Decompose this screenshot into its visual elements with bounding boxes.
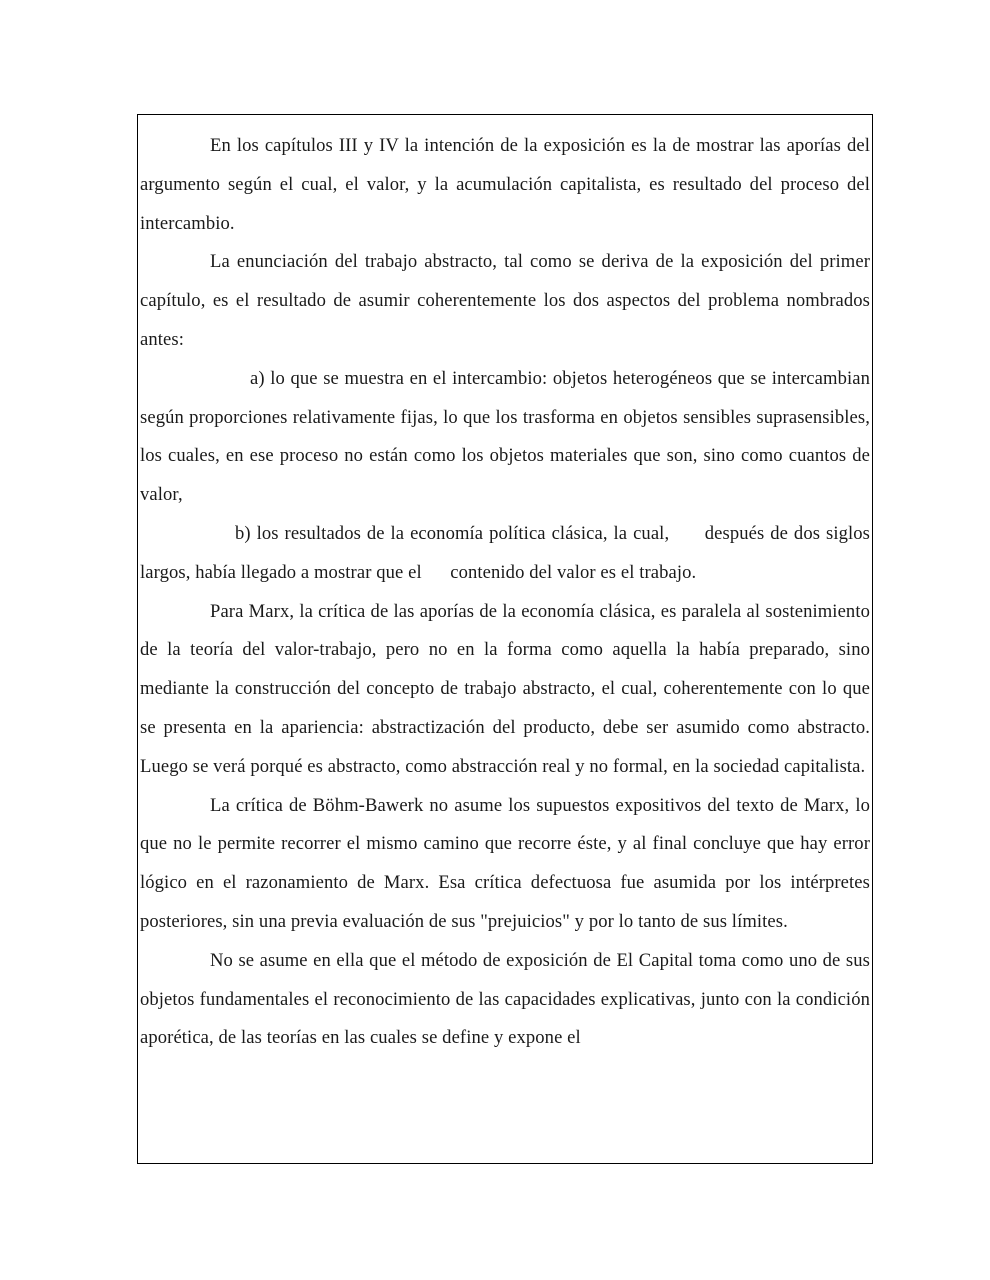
list-item-a: a) lo que se muestra en el intercambio: objetos heterogéneos que se intercambian según proporciones relativamente fijas, lo que los trasforma en objetos sensibles suprasensibles, los cuales, en ese proceso no están como los objetos materiales que son, sino como cuantos de valor, xyxy=(140,367,870,506)
page-frame xyxy=(137,114,873,1164)
list-item-b: b) los resultados de la economía política clásica, la cual, después de dos siglos largos, había llegado a mostrar que el contenido del valor es el trabajo. xyxy=(140,522,875,583)
document-body xyxy=(140,127,875,1058)
paragraph-1: En los capítulos III y IV la intención de la exposición es la de mostrar las aporías del argumento según el cual, el valor, y la acumulación capitalista, es resultado del proceso del intercambio. xyxy=(140,135,870,234)
paragraph-3: Para Marx, la crítica de las aporías de la economía clásica, es paralela al sostenimiento de la teoría del valor-trabajo, pero no en la forma como aquella la había preparado, sino mediante la construcción del concepto de trabajo abstracto, el cual, coherentemente con lo que se presenta en la apariencia: abstractización del producto, debe ser asumido como abstracto. Luego se verá porqué es abstracto, como abstracción real y no formal, en la sociedad capitalista. xyxy=(140,600,870,777)
paragraph-5: No se asume en ella que el método de exposición de El Capital toma como uno de sus objetos fundamentales el reconocimiento de las capacidades explicativas, junto con la condición aporética, de las teorías en las cuales se define y expone el xyxy=(140,949,870,1049)
paragraph-2: La enunciación del trabajo abstracto, tal como se deriva de la exposición del primer capítulo, es el resultado de asumir coherentemente los dos aspectos del problema nombrados antes: xyxy=(140,251,870,350)
paragraph-4: La crítica de Böhm-Bawerk no asume los supuestos expositivos del texto de Marx, lo que no le permite recorrer el mismo camino que recorre éste, y al final concluye que hay error lógico en el razonamiento de Marx. Esa crítica defectuosa fue asumida por los intérpretes posteriores, sin una previa evaluación de sus "prejuicios" y por lo tanto de sus límites. xyxy=(140,794,870,932)
